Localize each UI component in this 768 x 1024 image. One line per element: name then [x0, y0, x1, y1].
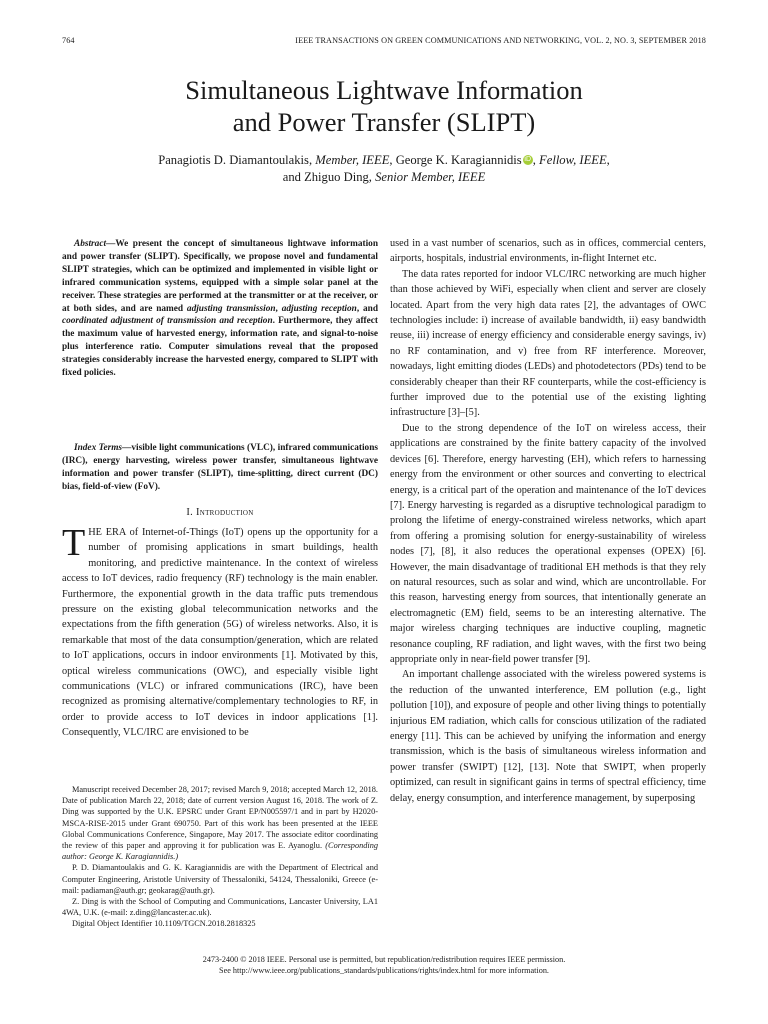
paragraph: An important challenge associated with the wireless powered systems is the reduction of the unwanted interference, EM pollution (e.g., light pollution [10]), and exposure of people and other living things to potentially injurious EM radiation, which calls for conscious utilization of the radiated energy [11]. This can be achieved by unifying the information and energy transmission, which is the basis of simultaneous wireless information and power transfer (SWIPT) [12], [13]. Note that SWIPT, when properly optimized, can result in significant gains in terms of spectral efficiency, time delay, energy consumption, and interference management, by superposing	[390, 669, 706, 804]
copyright-line-1: 2473-2400 © 2018 IEEE. Personal use is permitted, but republication/redistribution requires IEEE permission.	[202, 955, 566, 964]
intro-paragraph: HE ERA of Internet-of-Things (IoT) opens up the opportunity for a number of promising applications in smart buildings, health monitoring, and predictive maintenance. In the context of wireless access to IoT devices, radio frequency (RF) technology is the main enabler. Furthermore, the exponential growth in the data traffic puts tremendous pressure on the existing global telecommunication networks and the expectations from the fifth generation (5G) of wireless networks. Also, it is remarkable that most of the data consumption/generation, which are related to IoT applications, occurs in indoor environments [1]. Motivated by this, optical wireless communications (OWC), and especially visible light communications (VLC) or infrared communications (IRC), have been recognized as promising alternative/complementary technologies to RF, in order to provide access to IoT devices in indoor applications [1]. Consequently, VLC/IRC are envisioned to be	[62, 527, 378, 739]
paragraph: The data rates reported for indoor VLC/IRC networking are much higher than those achieved by WiFi, especially when client and server are closely located. Apart from the very high data rates [2], the advantages of OWC technologies include: i) increase of available bandwidth, ii) easy bandwidth reuse, iii) increase of energy efficiency and considerable energy savings, iv) no RF contamination, and v) free from RF interference. Moreover, nowadays, light emitting diodes (LEDs) and photodetectors (PDs) tend to be considerably cheaper than their RF counterparts, while the cost-efficiency is further improved due to the potential use of the existing lighting infrastructure [3]–[5].	[390, 268, 706, 419]
section-heading	[62, 507, 378, 518]
footnotes	[62, 784, 378, 930]
section-number: I.	[186, 507, 196, 518]
author-separator: ,	[606, 153, 610, 167]
author-line-1	[62, 152, 706, 169]
paragraph: Due to the strong dependence of the IoT on wireless access, their applications are constrained by the finite battery capacity of the involved devices [6]. Therefore, energy harvesting (EH), which refers to harnessing energy from the environment or other sources and converting to electrical energy, is a critical part of the operation and maintenance of the IoT devices [7]. Energy harvesting is regarded as a disruptive technological paradigm to prolong the lifetime of energy-constrained wireless networks, which apart from offering a promising solution for energy-sustainability of wireless nodes [7], [8], it also reduces the operational expenses (OPEX) [6]. However, the main disadvantage of traditional EH methods is that they rely on natural resources, such as solar and wind, which are uncontrollable. For this reason, harvesting energy from sources, that intentionally generate an electromagnetic (EM) field, seems to be an interesting alternative. The major wireless charging techniques are inductive coupling, magnetic resonance coupling, RF radiation, and light waves, with the first two being appropriate only in near-field power transfer [9].	[390, 422, 706, 665]
page-number: 764	[62, 36, 75, 45]
abstract: Abstract—We present the concept of simultaneous lightwave information and power transfer (SLIPT). Specifically, we propose novel and fundamental SLIPT strategies, which can be optimized and implemented in visible light or infrared communication systems, equipped with a simple solar panel at the receiver. These strategies are performed at the transmitter or at the receiver, or at both sides, and are named adjusting transmission, adjusting reception, and coordinated adjustment of transmission and reception. Furthermore, they affect the maximum value of harvested energy, information rate, and signal-to-noise plus interference ratio. Computer simulations reveal that the proposed strategies considerably increase the harvested energy, compared to SLIPT with fixed policies.	[62, 239, 378, 379]
author-line-2	[62, 169, 706, 186]
journal-header: IEEE TRANSACTIONS ON GREEN COMMUNICATIONS AND NETWORKING, VOL. 2, NO. 3, SEPTEMBER 2018	[295, 36, 706, 45]
author-role: Member, IEEE	[315, 153, 390, 167]
footnote-manuscript: Manuscript received December 28, 2017; revised March 9, 2018; accepted March 12, 2018. Date of publication March 22, 2018; date of current version August 16, 2018. The work of Z. Ding was supported by the U.K. EPSRC under Grant EP/N005597/1 and in part by H2020-MSCA-RISE-2015 under Grant 690750. Part of this work has been presented at the IEEE Global Communications Conference, Singapore, May 2017. The associate editor coordinating the review of this paper and approving it for publication was E. Ayanoglu. (Corresponding author: George K. Karagiannidis.)	[62, 785, 378, 862]
footnote-affiliation-2: Z. Ding is with the School of Computing and Communications, Lancaster University, LA1 4WA, U.K. (e-mail: z.ding@lancaster.ac.uk).	[62, 897, 378, 918]
author-name: and Zhiguo Ding,	[282, 170, 372, 184]
author-list	[62, 152, 706, 186]
copyright-line-2: See http://www.ieee.org/publications_standards/publications/rights/index.html for more information.	[219, 966, 549, 975]
title-line-2: and Power Transfer (SLIPT)	[232, 107, 536, 137]
orcid-icon[interactable]: iD	[524, 156, 532, 163]
section-title: Introduction	[195, 507, 254, 518]
author-separator: ,	[532, 153, 536, 167]
paper-title	[62, 74, 706, 138]
author-role: Fellow, IEEE	[539, 153, 607, 167]
footnote-affiliation-1: P. D. Diamantoulakis and G. K. Karagiannidis are with the Department of Electrical and Computer Engineering, Aristotle University of Thessaloniki, 54124, Thessaloniki, Greece (e-mail: padiaman@auth.gr; geokarag@auth.gr).	[62, 863, 378, 895]
title-line-1: Simultaneous Lightwave Information	[185, 75, 583, 105]
author-role: Senior Member, IEEE	[375, 170, 486, 184]
paragraph: used in a vast number of scenarios, such as in offices, commercial centers, airports, hospitals, industrial environments, in-flight Internet etc.	[390, 238, 706, 265]
author-name: , George K. Karagiannidis	[389, 153, 522, 167]
footnote-doi: Digital Object Identifier 10.1109/TGCN.2018.2818325	[72, 919, 256, 929]
abstract-label: Abstract	[74, 239, 107, 249]
author-name: Panagiotis D. Diamantoulakis,	[158, 153, 313, 167]
copyright-notice	[62, 954, 706, 976]
running-head	[62, 36, 706, 48]
right-column	[390, 236, 706, 806]
index-terms-label: Index Terms	[74, 443, 123, 453]
index-terms: Index Terms—visible light communications (VLC), infrared communications (IRC), energy harvesting, wireless power transfer, simultaneous lightwave information and power transfer (SLIPT), time-splitting, direct current (DC) bias, field-of-view (FoV).	[62, 443, 378, 492]
introduction-text	[62, 522, 378, 741]
drop-cap: T	[62, 522, 86, 564]
